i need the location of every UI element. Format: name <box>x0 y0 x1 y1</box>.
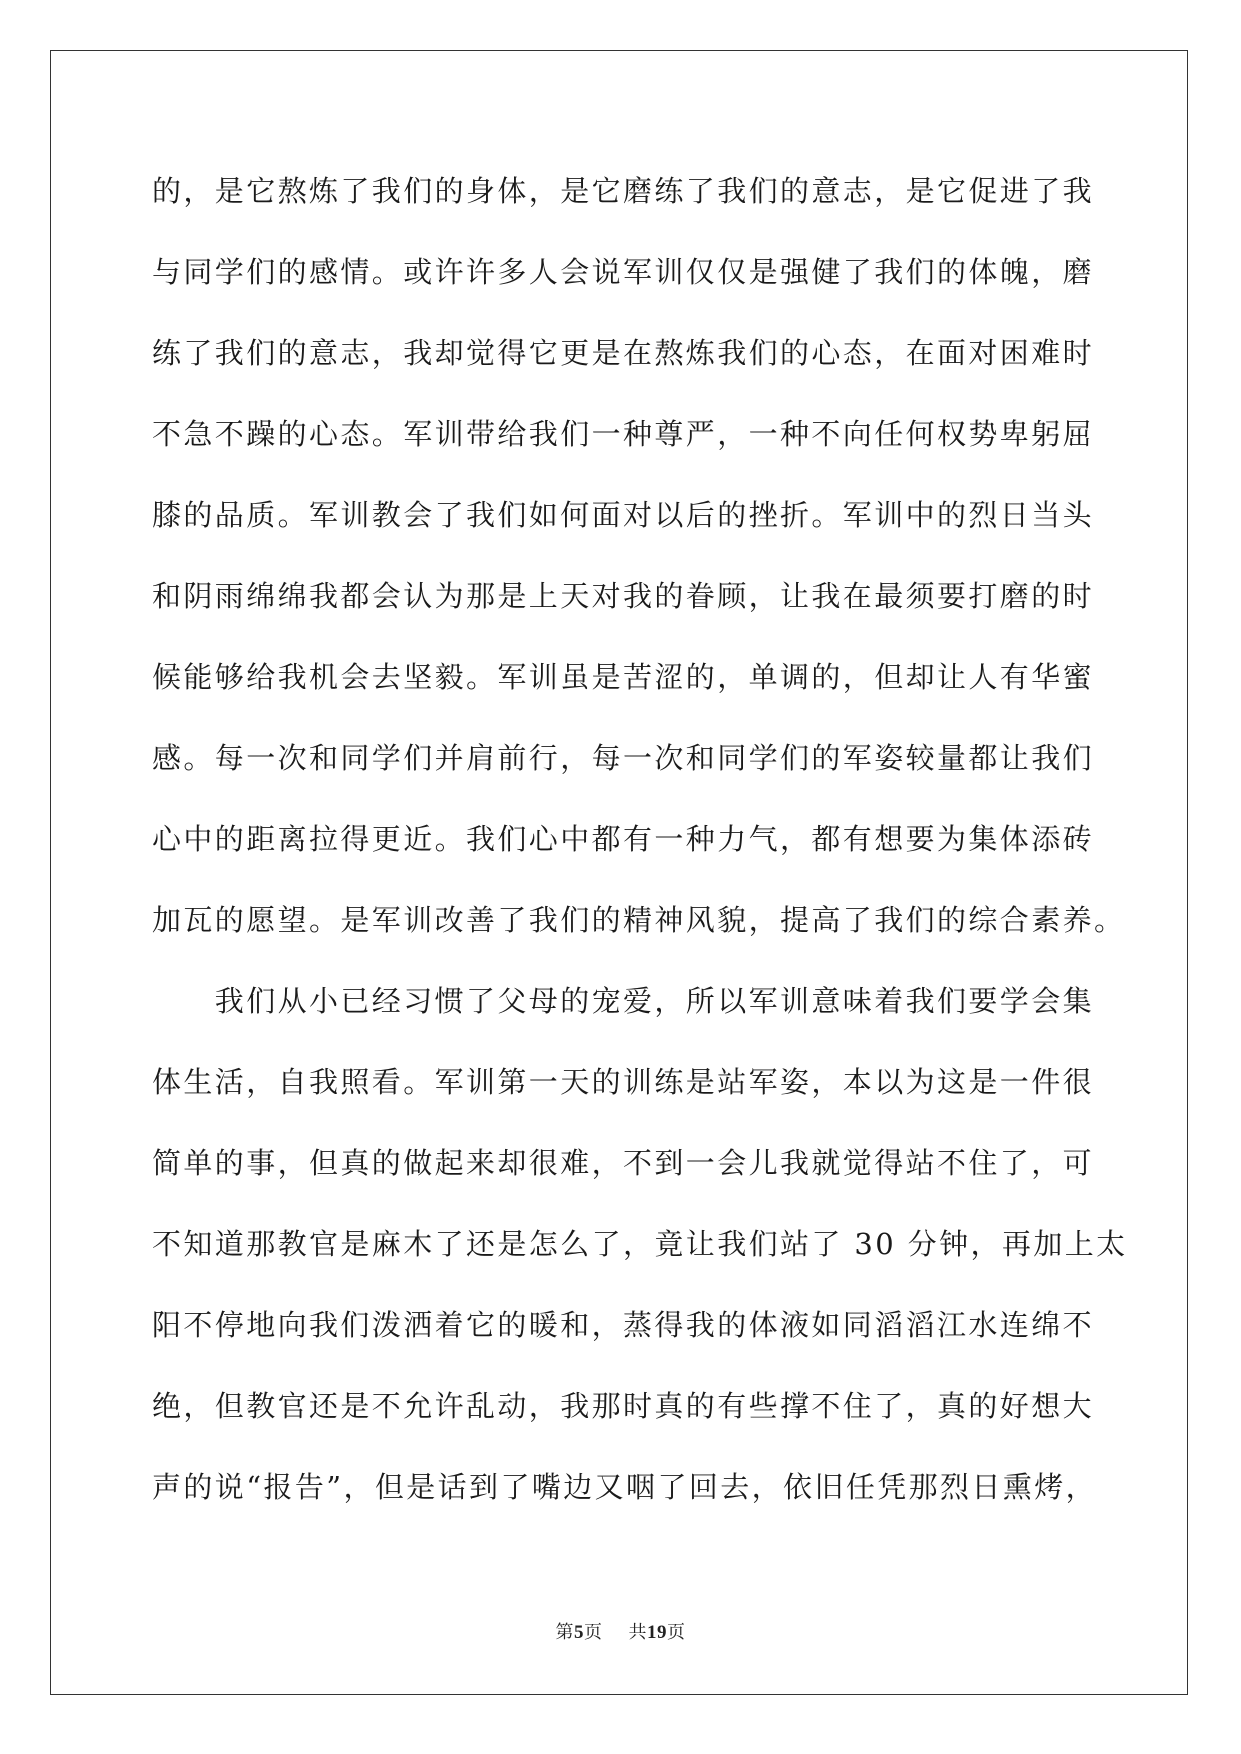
page-label-prefix: 第 <box>555 1622 574 1643</box>
text-line: 和阴雨绵绵我都会认为那是上天对我的眷顾，让我在最须要打磨的时 <box>152 579 1095 613</box>
total-label-prefix: 共 <box>628 1622 647 1643</box>
text-line: 膝的品质。军训教会了我们如何面对以后的挫折。军训中的烈日当头 <box>152 498 1095 532</box>
text-line: 与同学们的感情。或许许多人会说军训仅仅是强健了我们的体魄，磨 <box>152 255 1095 289</box>
page-number: 5 <box>574 1622 584 1643</box>
text-line: 绝，但教官还是不允许乱动，我那时真的有些撑不住了，真的好想大 <box>152 1389 1095 1423</box>
total-pages: 19 <box>647 1622 667 1643</box>
page-label-suffix: 页 <box>584 1622 603 1643</box>
text-line: 心中的距离拉得更近。我们心中都有一种力气，都有想要为集体添砖 <box>152 822 1095 856</box>
text-line: 候能够给我机会去坚毅。军训虽是苦涩的，单调的，但却让人有华蜜 <box>152 660 1095 694</box>
text-line: 感。每一次和同学们并肩前行，每一次和同学们的军姿较量都让我们 <box>152 741 1095 775</box>
text-line: 声的说“报告”，但是话到了嘴边又咽了回去，依旧任凭那烈日熏烤， <box>152 1470 1098 1504</box>
text-line: 简单的事，但真的做起来却很难，不到一会儿我就觉得站不住了，可 <box>152 1146 1095 1180</box>
text-line: 体生活，自我照看。军训第一天的训练是站军姿，本以为这是一件很 <box>152 1065 1095 1099</box>
text-line: 的，是它熬炼了我们的身体，是它磨练了我们的意志，是它促进了我 <box>152 174 1095 208</box>
body-text <box>152 168 1128 1545</box>
text-line: 阳不停地向我们泼洒着它的暖和，蒸得我的体液如同滔滔江水连绵不 <box>152 1308 1095 1342</box>
text-line: 我们从小已经习惯了父母的宠爱，所以军训意味着我们要学会集 <box>152 984 1095 1018</box>
text-line: 不知道那教官是麻木了还是怎么了，竟让我们站了 30 分钟，再加上太 <box>152 1227 1128 1261</box>
text-line: 加瓦的愿望。是军训改善了我们的精神风貌，提高了我们的综合素养。 <box>152 903 1126 937</box>
text-line: 不急不躁的心态。军训带给我们一种尊严，一种不向任何权势卑躬屈 <box>152 417 1095 451</box>
page-footer <box>0 1618 1241 1644</box>
total-label-suffix: 页 <box>667 1622 686 1643</box>
text-line: 练了我们的意志，我却觉得它更是在熬炼我们的心态，在面对困难时 <box>152 336 1095 370</box>
